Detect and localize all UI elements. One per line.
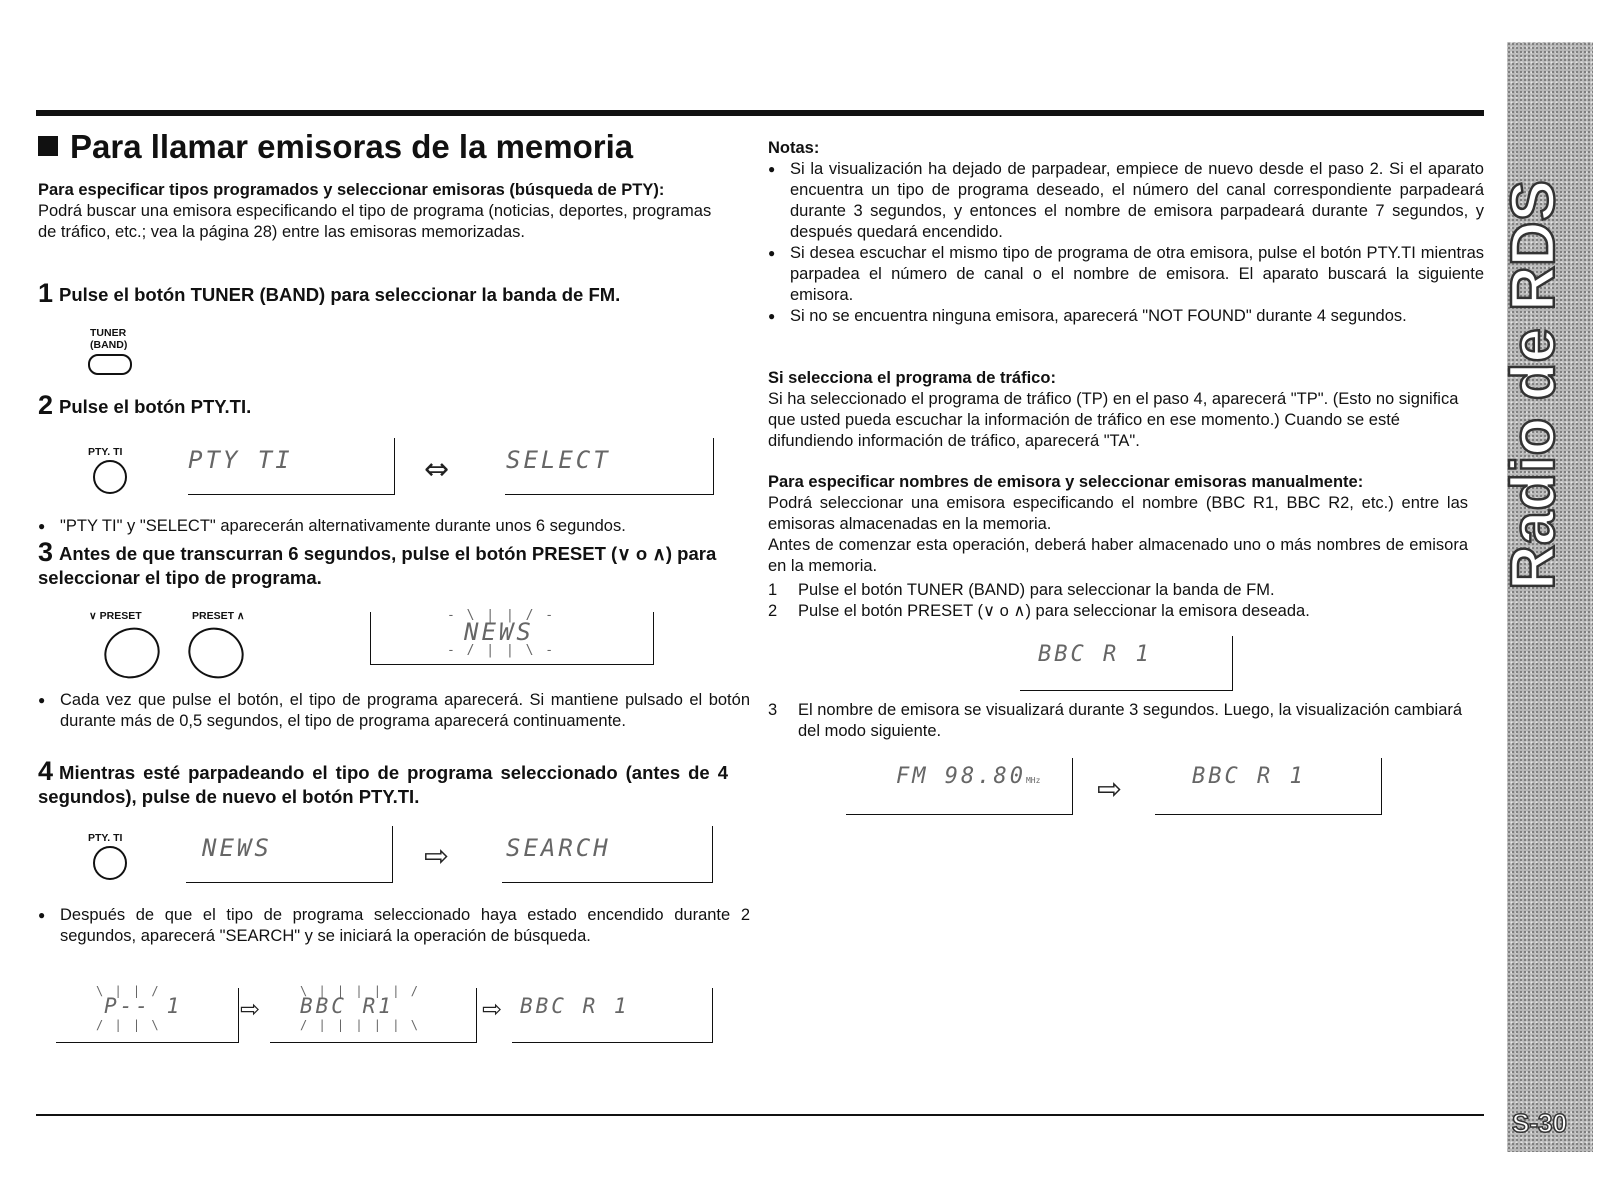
display-bbc-r1-final: BBC R 1: [1192, 764, 1306, 789]
step-text: El nombre de emisora se visualizará durante 3 segundos. Luego, la visualización cambiará del modo siguiente.: [798, 701, 1463, 740]
step-text: Mientras esté parpadeando el tipo de programa seleccionado (antes de 4 segundos), pulse de nuevo el botón PTY.TI.: [38, 762, 728, 807]
manual-text-2: Antes de comenzar esta operación, deberá haber almacenado uno o más nombres de emisora en la memoria.: [768, 536, 1468, 575]
tuner-band-label: TUNER (BAND): [90, 327, 128, 351]
bottom-rule: [36, 1114, 1484, 1116]
note-item: ● Si la visualización ha dejado de parpadear, empiece de nuevo desde el paso 2. Si el aparato encuentra un tipo de programa deseado, el número del canal correspondiente parpadeará durante 3 segundos, y entonces el nombre de emisora parpadeará durante 7 segundos, y después quedará encendido.: [768, 159, 1484, 243]
display-bbc-r1-blinking: BBC R1: [300, 994, 394, 1018]
preset-down-label: ∨ PRESET: [89, 610, 142, 622]
pty-ti-button[interactable]: [93, 460, 127, 494]
display-search: SEARCH: [506, 834, 611, 862]
title-text: Para llamar emisoras de la memoria: [70, 128, 634, 165]
manual-step-3: [768, 700, 1468, 742]
step-text: Antes de que transcurran 6 segundos, pulse el botón PRESET (∨ o ∧) para seleccionar el tipo de programa.: [38, 543, 717, 588]
preset-up-label: PRESET ∧: [192, 610, 245, 622]
blink-rays-icon: - \ | | / -: [447, 608, 556, 623]
step-text: Pulse el botón TUNER (BAND) para seleccionar la banda de FM.: [59, 284, 621, 305]
title-square: [38, 136, 58, 156]
display-pty-ti: PTY TI: [188, 446, 293, 474]
step-2: [38, 390, 728, 420]
blink-rays-icon: / | | \: [96, 1018, 161, 1032]
display-bbc-r1: BBC R 1: [520, 994, 630, 1018]
display-channel-blinking: P-- 1: [104, 994, 183, 1018]
bullet-note: ● Después de que el tipo de programa seleccionado haya estado encendido durante 2 segundos, aparecerá "SEARCH" y se iniciará la operación de búsqueda.: [38, 905, 750, 947]
blink-rays-icon: \ | | /: [96, 984, 161, 998]
note-item: ● Si desea escuchar el mismo tipo de programa de otra emisora, pulse el botón PTY.TI mientras parpadea el número de canal o el nombre de emisora. El aparato buscará la siguiente emisora.: [768, 243, 1484, 306]
pty-ti-label: PTY. TI: [88, 446, 123, 458]
bullet-note: ● "PTY TI" y "SELECT" aparecerán alternativamente durante unos 6 segundos.: [38, 516, 750, 537]
display-news-blinking: NEWS: [464, 618, 534, 646]
pty-ti-button[interactable]: [93, 846, 127, 880]
display-fm-frequency: [896, 764, 1040, 789]
step-number: 3: [38, 537, 54, 567]
intro-text: Podrá buscar una emisora especificando el tipo de programa (noticias, deportes, programas de tráfico, etc.; vea la página 28) entre las emisoras memorizadas.: [38, 202, 712, 241]
step-3: [38, 537, 728, 590]
manual-section: [768, 472, 1468, 577]
manual-heading: Para especificar nombres de emisora y seleccionar emisoras manualmente:: [768, 473, 1364, 491]
right-arrow-icon: ⇨: [482, 995, 503, 1023]
blink-rays-icon: / | | | | | \: [300, 1018, 420, 1032]
preset-down-button[interactable]: [97, 620, 167, 686]
fm-unit: MHz: [1025, 776, 1041, 785]
manual-text-1: Podrá seleccionar una emisora especificando el nombre (BBC R1, BBC R2, etc.) entre las emisoras almacenadas en la memoria.: [768, 494, 1468, 533]
step-text: Pulse el botón TUNER (BAND) para seleccionar la banda de FM.: [798, 581, 1275, 599]
swap-arrow-icon: ⇔: [424, 452, 450, 487]
preset-up-button[interactable]: [181, 620, 251, 686]
step-number: 2: [38, 390, 54, 420]
step-text: Pulse el botón PTY.TI.: [59, 396, 252, 417]
step-text: Pulse el botón PRESET (∨ o ∧) para seleccionar la emisora deseada.: [798, 602, 1310, 620]
step-1: [38, 278, 728, 308]
notes-section: [768, 138, 1468, 159]
manual-step-2: [768, 601, 1468, 622]
tuner-band-button[interactable]: [88, 354, 132, 375]
notes-heading: Notas:: [768, 139, 820, 157]
right-arrow-icon: ⇨: [240, 995, 261, 1023]
step-number: 3: [768, 701, 778, 719]
display-select: SELECT: [506, 446, 611, 474]
display-news: NEWS: [202, 834, 272, 862]
step-number: 2: [768, 602, 778, 620]
step-number: 1: [768, 581, 778, 599]
top-rule: [36, 110, 1484, 116]
traffic-text: Si ha seleccionado el programa de tráfico (TP) en el paso 4, aparecerá "TP". (Esto no significa que usted pueda escuchar la información de tráfico en ese momento.) Cuando se esté difundiendo información de tráfico, aparecerá "TA".: [768, 390, 1459, 450]
note-item: ● Si no se encuentra ninguna emisora, aparecerá "NOT FOUND" durante 4 segundos.: [768, 306, 1484, 327]
display-bbc-r1-manual: BBC R 1: [1038, 642, 1152, 667]
intro-heading: Para especificar tipos programados y seleccionar emisoras (búsqueda de PTY):: [38, 181, 665, 199]
traffic-section: [768, 368, 1468, 452]
pty-ti-label: PTY. TI: [88, 832, 123, 844]
right-arrow-icon: ⇨: [1097, 772, 1123, 807]
intro: [38, 180, 728, 243]
step-number: 1: [38, 278, 54, 308]
fm-frequency-value: FM 98.80: [896, 764, 1026, 789]
bullet-note: ● Cada vez que pulse el botón, el tipo de programa aparecerá. Si mantiene pulsado el botón durante más de 0,5 segundos, el tipo de programa aparecerá continuamente.: [38, 690, 750, 732]
blink-rays-icon: \ | | | | | /: [300, 984, 420, 998]
right-arrow-icon: ⇨: [424, 839, 450, 874]
page-number: S-30: [1512, 1108, 1567, 1138]
section-title: [38, 128, 633, 166]
sidebar-label: Radio de RDS: [1499, 180, 1568, 590]
step-number: 4: [38, 756, 54, 786]
manual-step-1: [768, 580, 1468, 601]
blink-rays-icon: - / | | \ -: [447, 643, 556, 658]
step-4: [38, 756, 728, 809]
traffic-heading: Si selecciona el programa de tráfico:: [768, 369, 1056, 387]
